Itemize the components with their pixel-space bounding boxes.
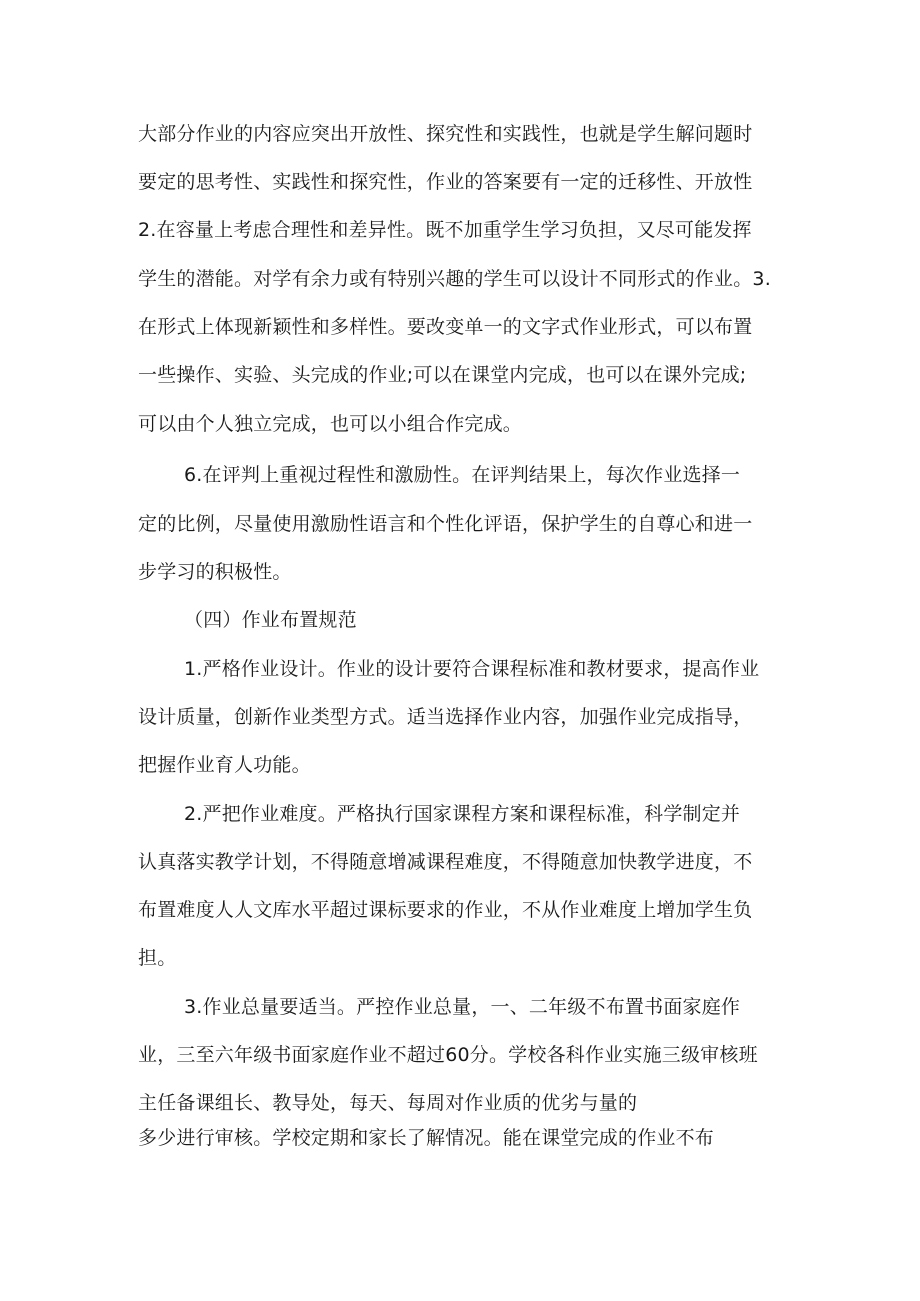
text-line: 设计质量，创新作业类型方式。适当选择作业内容，加强作业完成指导， — [138, 706, 753, 728]
text-line: 把握作业育人功能。 — [138, 754, 311, 776]
text-line: 一些操作、实验、头完成的作业;可以在课堂内完成，也可以在课外完成; — [138, 364, 747, 386]
section-heading: （四）作业布置规范 — [184, 609, 357, 631]
paragraph-1-start: 1.严格作业设计。作业的设计要符合课程标准和教材要求，提高作业 — [184, 658, 760, 680]
text-line: 担。 — [138, 947, 177, 969]
text-line: 步学习的积极性。 — [138, 561, 292, 583]
text-line: 认真落实教学计划，不得随意增减课程难度，不得随意加快教学进度，不 — [138, 851, 753, 873]
paragraph-3-start: 3.作业总量要适当。严控作业总量，一、二年级不布置书面家庭作 — [184, 996, 741, 1018]
text-line: 定的比例，尽量使用激励性语言和个性化评语，保护学生的自尊心和进一 — [138, 513, 753, 535]
text-line: 学生的潜能。对学有余力或有特别兴趣的学生可以设计不同形式的作业。3. — [138, 268, 771, 290]
paragraph-6-start: 6.在评判上重视过程性和激励性。在评判结果上，每次作业选择一 — [184, 464, 741, 486]
text-line: 布置难度人人文库水平超过课标要求的作业，不从作业难度上增加学生负 — [138, 899, 753, 921]
text-line: 可以由个人独立完成，也可以小组合作完成。 — [138, 413, 523, 435]
text-line: 多少进行审核。学校定期和家长了解情况。能在课堂完成的作业不布 — [138, 1127, 715, 1149]
text-line: 2.在容量上考虑合理性和差异性。既不加重学生学习负担，又尽可能发挥 — [138, 219, 752, 241]
text-line: 大部分作业的内容应突出开放性、探究性和实践性，也就是学生解问题时 — [138, 123, 753, 145]
text-line: 要定的思考性、实践性和探究性，作业的答案要有一定的迁移性、开放性 — [138, 171, 753, 193]
text-line: 主任备课组长、教导处，每天、每周对作业质的优劣与量的 — [138, 1092, 638, 1114]
text-line: 在形式上体现新颖性和多样性。要改变单一的文字式作业形式，可以布置 — [138, 316, 753, 338]
paragraph-2-start: 2.严把作业难度。严格执行国家课程方案和课程标准，科学制定并 — [184, 803, 741, 825]
text-line: 业，三至六年级书面家庭作业不超过60分。学校各科作业实施三级审核班 — [138, 1044, 758, 1066]
